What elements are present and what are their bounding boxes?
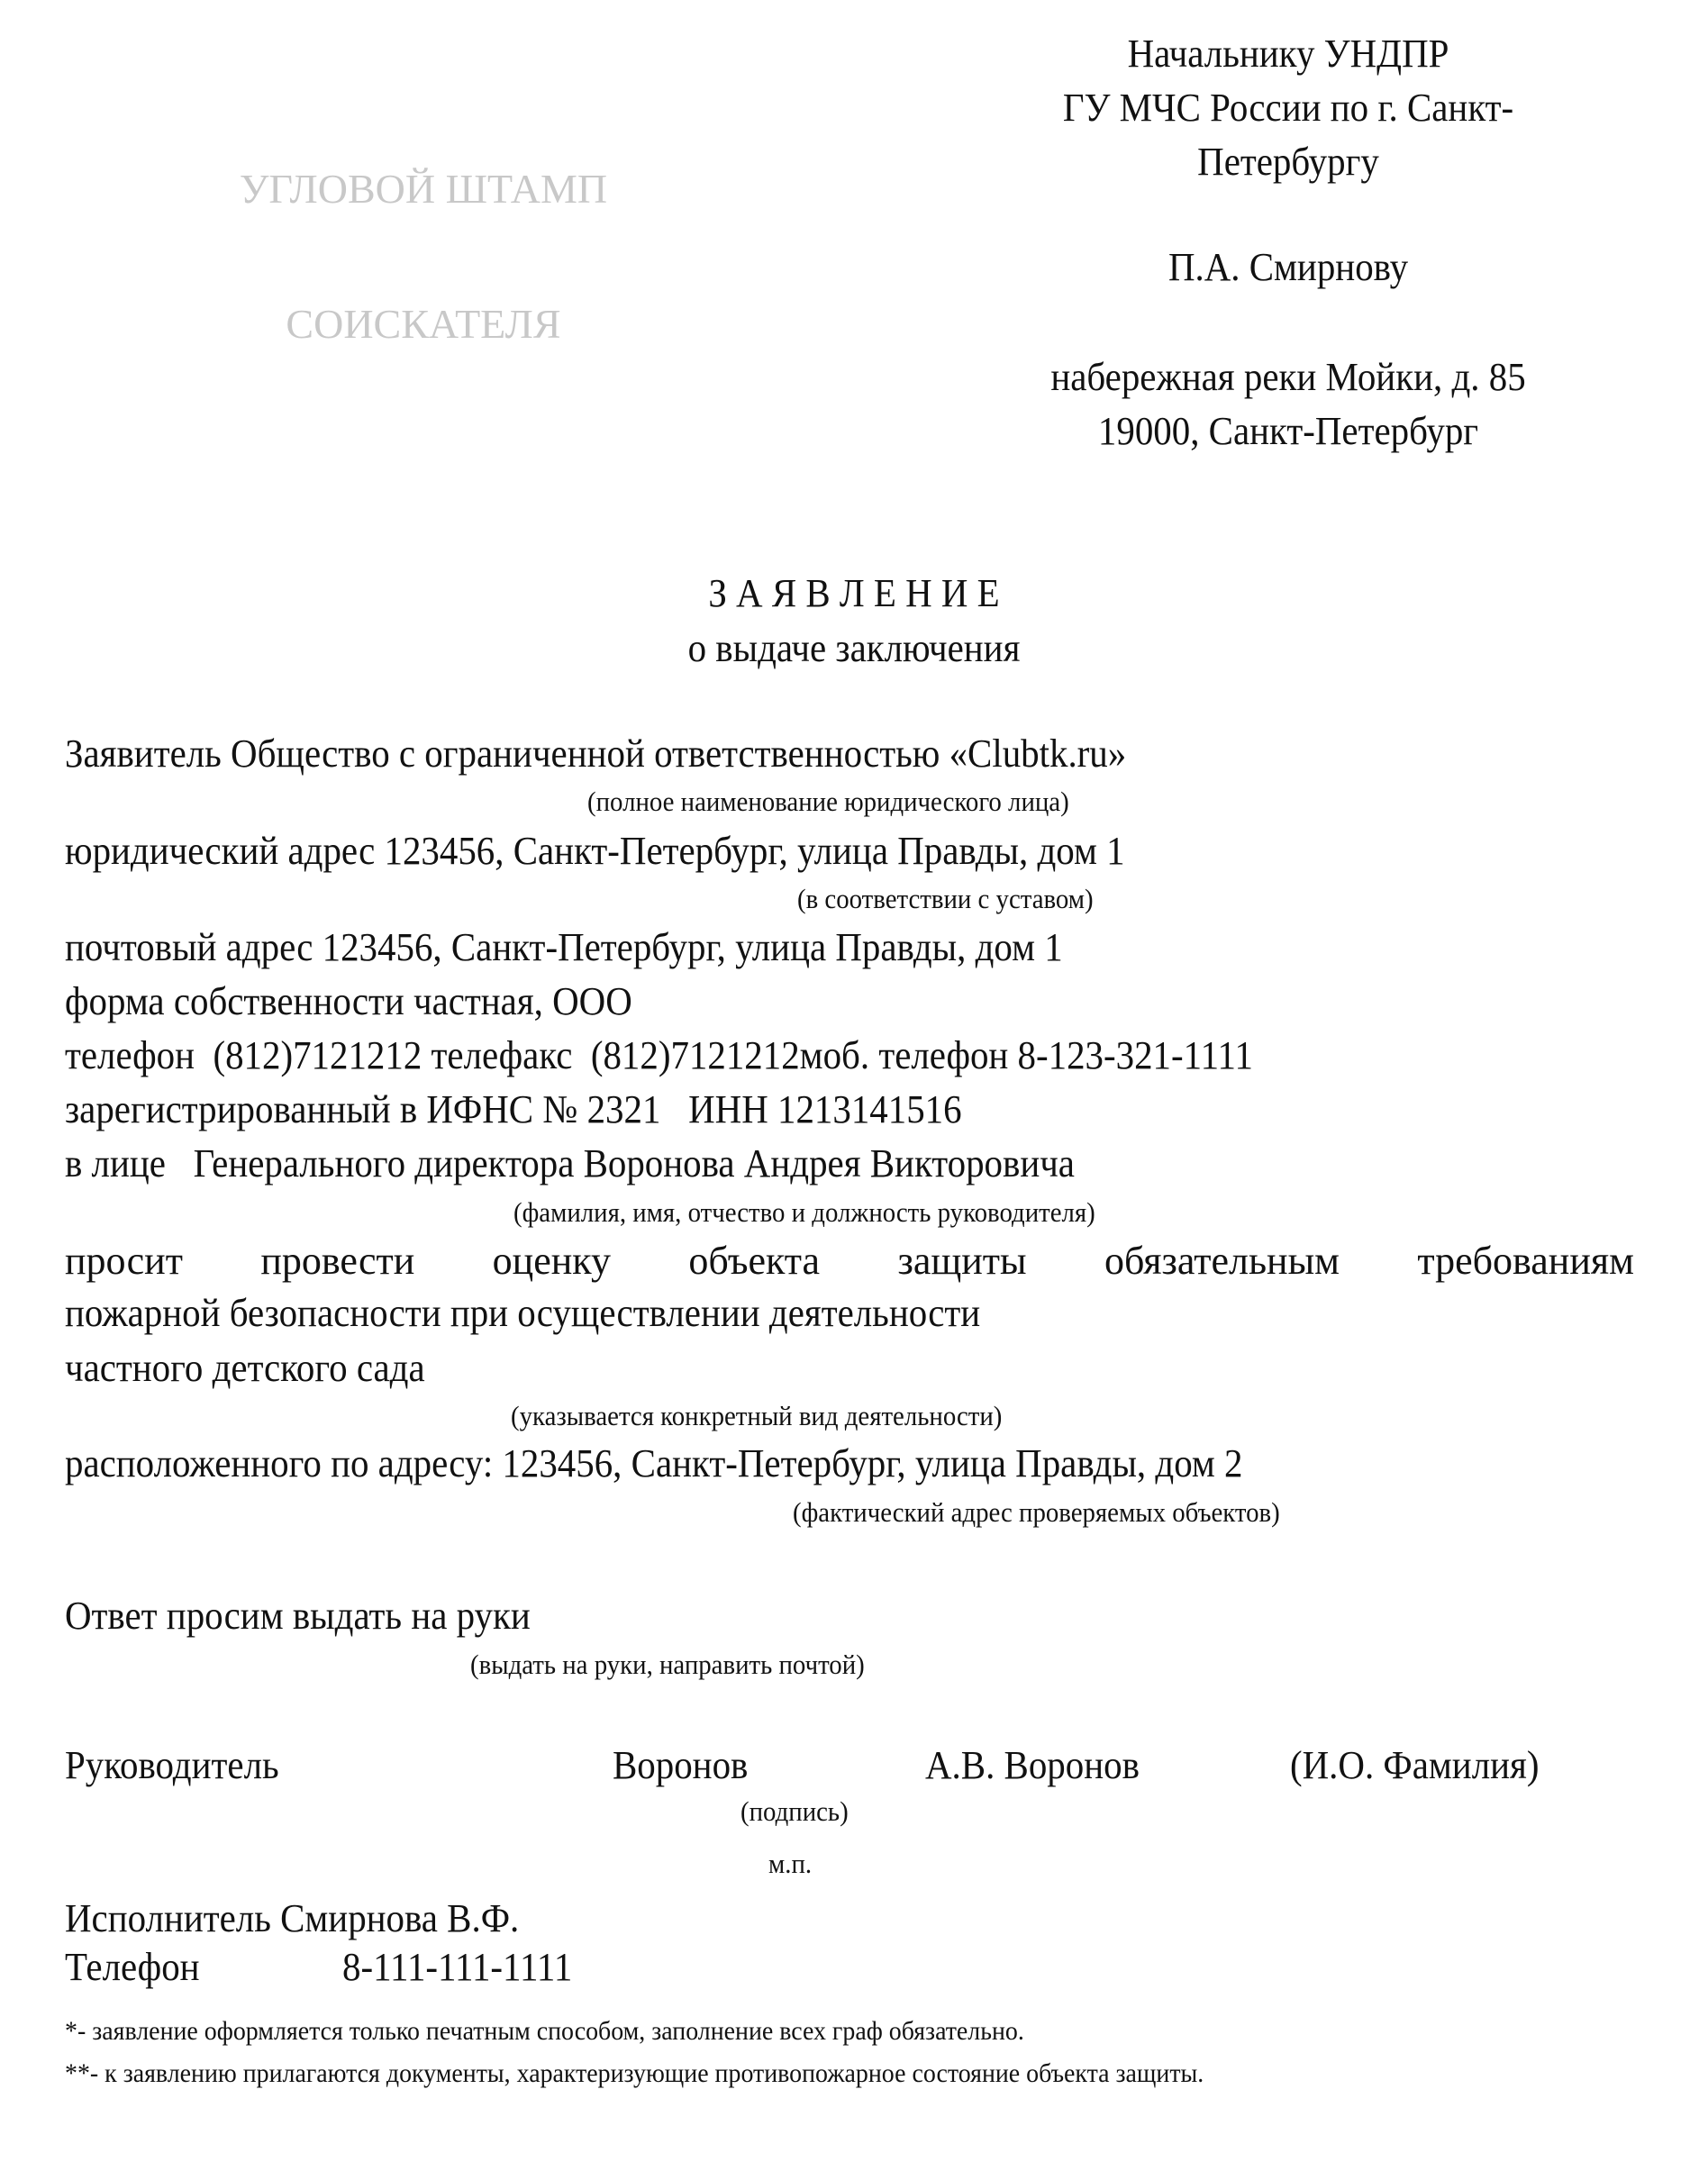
footnote-2: **- к заявлению прилагаются документы, характеризующие противопожарное состояние объекта защиты. (65, 2058, 1204, 2088)
represented-by-line: в лице Генерального директора Воронова Андрея Викторовича (65, 1141, 1075, 1185)
legal-address-hint: (в соответствии с уставом) (797, 883, 1094, 914)
stamp-place-label: м.п. (768, 1848, 813, 1879)
activity-line: частного детского сада (65, 1346, 425, 1390)
addressee-line-3: Петербургу (1197, 140, 1379, 184)
delivery-line: Ответ просим выдать на руки (65, 1594, 531, 1638)
legal-address-line: юридический адрес 123456, Санкт-Петербург, улица Правды, дом 1 (65, 829, 1125, 873)
executor-phone: 8-111-111-1111 (342, 1945, 573, 1989)
signature-hint: (подпись) (740, 1795, 849, 1827)
addressee-name: П.А. Смирнову (1167, 245, 1409, 289)
addressee-address-2: 19000, Санкт-Петербург (1097, 409, 1479, 453)
request-line-2: пожарной безопасности при осуществлении деятельности (65, 1291, 981, 1335)
executor-line: Исполнитель Смирнова В.Ф. (65, 1896, 520, 1940)
stamp-line-1: УГЛОВОЙ ШТАМП (239, 166, 608, 212)
applicant-hint: (полное наименование юридического лица) (587, 786, 1069, 817)
ownership-line: форма собственности частная, ООО (65, 979, 632, 1023)
request-word: требованиям (1417, 1239, 1634, 1283)
addressee-line-1: Начальнику УНДПР (1127, 32, 1449, 76)
stamp-line-2: СОИСКАТЕЛЯ (286, 301, 561, 347)
phones-line: телефон (812)7121212 телефакс (812)7121212моб. телефон 8-123-321-1111 (65, 1033, 1253, 1077)
delivery-hint: (выдать на руки, направить почтой) (470, 1649, 865, 1680)
request-word: просит (65, 1239, 183, 1283)
signatory-name: А.В. Воронов (925, 1743, 1140, 1787)
signature-value: Воронов (613, 1743, 749, 1787)
represented-by-hint: (фамилия, имя, отчество и должность руководителя) (513, 1196, 1095, 1228)
postal-address-line: почтовый адрес 123456, Санкт-Петербург, улица Правды, дом 1 (65, 925, 1063, 969)
request-word: обязательным (1104, 1239, 1340, 1283)
activity-hint: (указывается конкретный вид деятельности) (511, 1400, 1003, 1431)
addressee-address-1: набережная реки Мойки, д. 85 (1050, 355, 1526, 399)
location-hint: (фактический адрес проверяемых объектов) (793, 1496, 1280, 1528)
request-word: защиты (897, 1239, 1027, 1283)
request-word: оценку (492, 1239, 612, 1283)
signature-role: Руководитель (65, 1743, 279, 1787)
applicant-line: Заявитель Общество с ограниченной ответственностью «Clubtk.ru» (65, 731, 1127, 776)
executor-phone-label: Телефон (65, 1945, 200, 1989)
request-word: объекта (688, 1239, 821, 1283)
request-word: провести (260, 1239, 415, 1283)
request-line-1 (65, 1241, 1634, 1281)
registration-line: зарегистрированный в ИФНС № 2321 ИНН 1213141516 (65, 1087, 962, 1131)
document-subtitle: о выдаче заключения (687, 626, 1021, 670)
addressee-line-2: ГУ МЧС России по г. Санкт- (1062, 86, 1514, 130)
corner-stamp-placeholder (189, 86, 658, 386)
location-line: расположенного по адресу: 123456, Санкт-Петербург, улица Правды, дом 2 (65, 1441, 1243, 1485)
document-title: З А Я В Л Е Н И Е (708, 571, 1000, 615)
footnote-1: *- заявление оформляется только печатным способом, заполнение всех граф обязательно. (65, 2016, 1024, 2046)
signatory-name-hint: (И.О. Фамилия) (1290, 1743, 1540, 1787)
